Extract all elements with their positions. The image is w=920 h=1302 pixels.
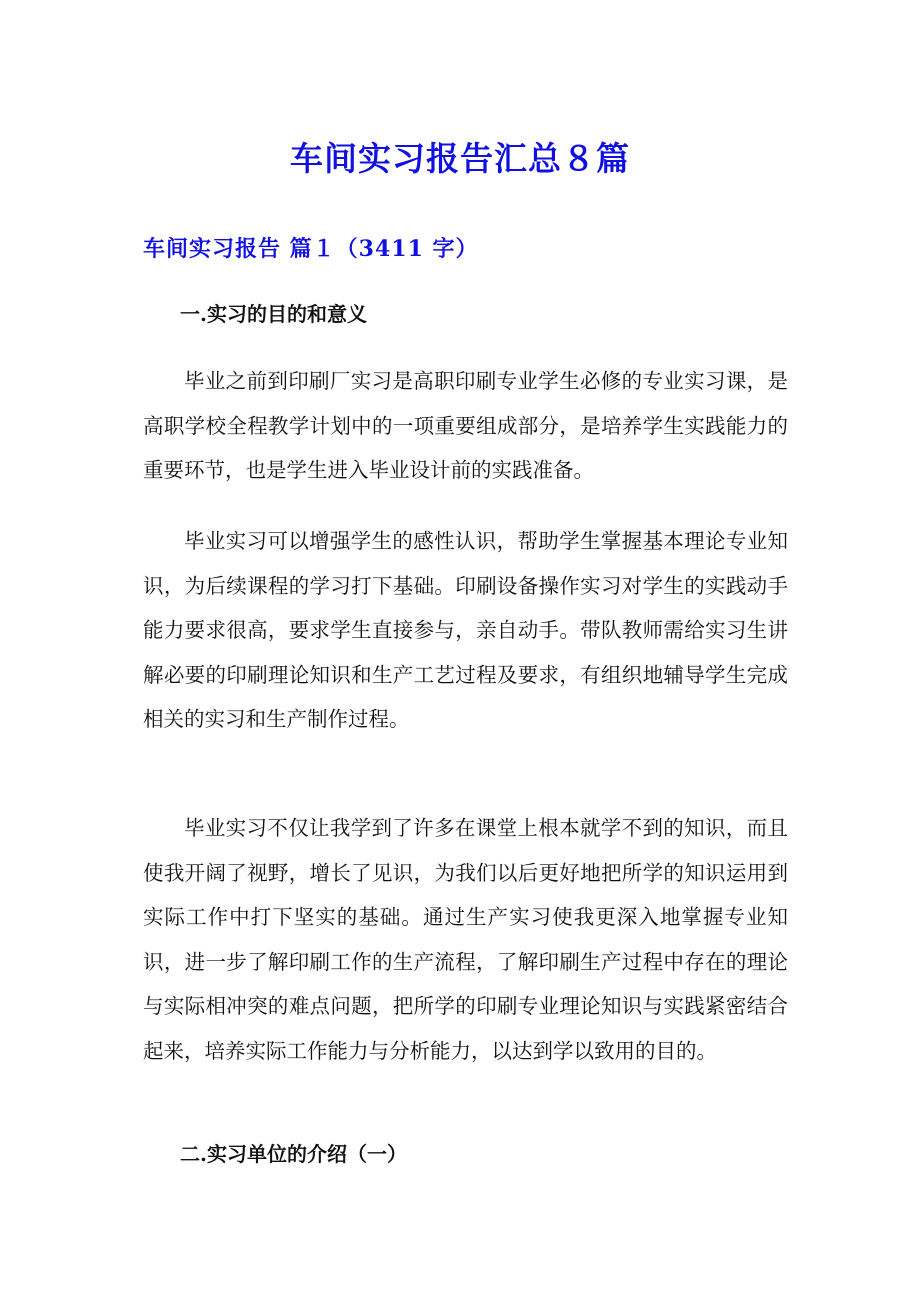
article-heading: 车间实习报告 篇１（3411 字）	[143, 236, 479, 262]
document-title: 车间实习报告汇总８篇	[290, 139, 630, 178]
paragraph-3: 毕业实习不仅让我学到了许多在课堂上根本就学不到的知识，而且使我开阔了视野，增长了见识，为我们以后更好地把所学的知识运用到实际工作中打下坚实的基础。通过生产实习使我更深入地掌握专业知识，进一步了解印刷工作的生产流程，了解印刷生产过程中存在的理论与实际相冲突的难点问题，把所学的印刷专业理论知识与实践紧密结合起来，培养实际工作能力与分析能力，以达到学以致用的目的。	[143, 816, 788, 1063]
paragraph-2: 毕业实习可以增强学生的感性认识，帮助学生掌握基本理论专业知识，为后续课程的学习打下基础。印刷设备操作实习对学生的实践动手能力要求很高，要求学生直接参与，亲自动手。带队教师需给实习生讲解必要的印刷理论知识和生产工艺过程及要求，有组织地辅导学生完成相关的实习和生产制作过程。	[143, 529, 788, 731]
section-heading-company-intro: 二.实习单位的介绍（一）	[180, 1142, 407, 1166]
section-heading-purpose: 一.实习的目的和意义	[180, 302, 367, 326]
paragraph-1: 毕业之前到印刷厂实习是高职印刷专业学生必修的专业实习课，是高职学校全程教学计划中的一项重要组成部分，是培养学生实践能力的重要环节，也是学生进入毕业设计前的实践准备。	[143, 369, 788, 482]
